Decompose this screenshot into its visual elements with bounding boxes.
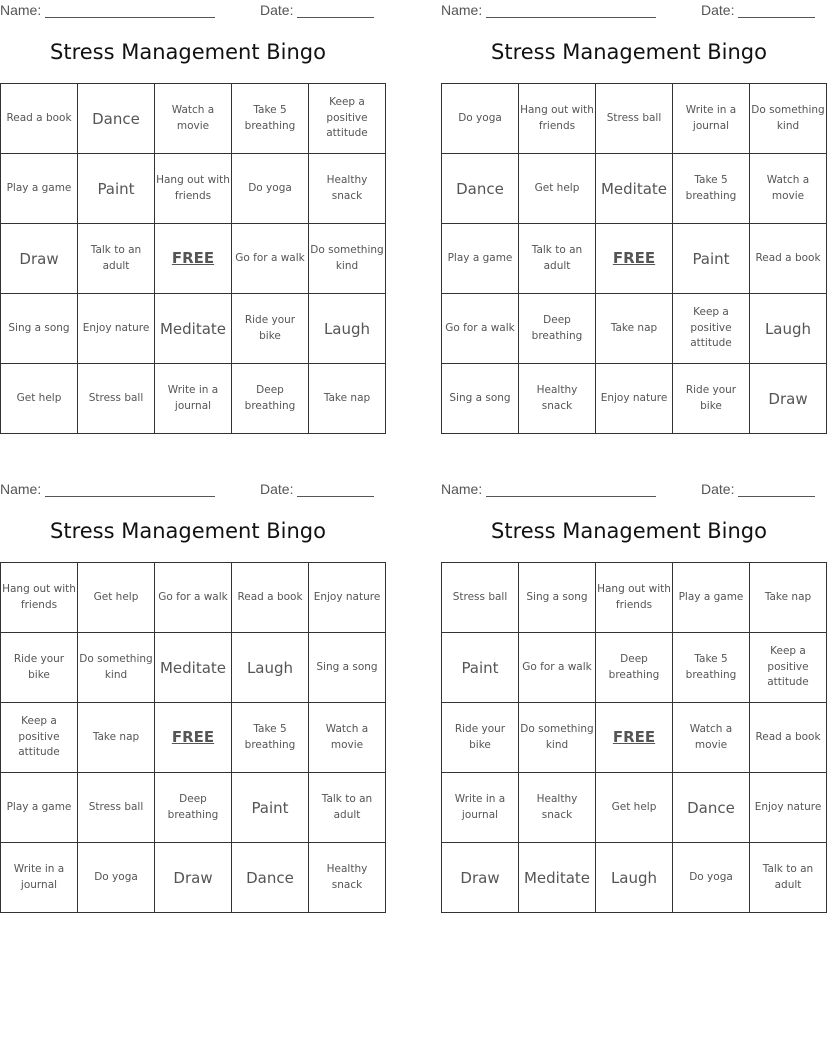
bingo-cell[interactable]: Sing a song [442, 364, 519, 434]
bingo-cell[interactable]: Watch a movie [673, 703, 750, 773]
grid-row [442, 773, 827, 843]
bingo-cell[interactable]: Talk to an adult [519, 224, 596, 294]
bingo-cell[interactable]: Take 5 breathing [232, 84, 309, 154]
bingo-cell[interactable]: Write in a journal [442, 773, 519, 843]
free-cell[interactable]: FREE [155, 703, 232, 773]
bingo-cell[interactable]: Take nap [596, 294, 673, 364]
date-blank[interactable] [738, 3, 815, 18]
bingo-cell[interactable]: Keep a positive attitude [673, 294, 750, 364]
grid-row [442, 224, 827, 294]
free-cell[interactable]: FREE [155, 224, 232, 294]
bingo-cell[interactable]: Laugh [309, 294, 386, 364]
bingo-grid [441, 83, 827, 434]
bingo-cell[interactable]: Healthy snack [309, 154, 386, 224]
bingo-cell[interactable]: Get help [78, 563, 155, 633]
bingo-cell[interactable]: Stress ball [78, 773, 155, 843]
bingo-cell[interactable]: Talk to an adult [78, 224, 155, 294]
bingo-cell[interactable]: Sing a song [519, 563, 596, 633]
bingo-cell[interactable]: Dance [442, 154, 519, 224]
bingo-cell[interactable]: Watch a movie [155, 84, 232, 154]
date-label: Date: [701, 2, 735, 18]
date-label: Date: [701, 481, 735, 497]
bingo-cell[interactable]: Do yoga [78, 843, 155, 913]
name-blank[interactable] [45, 482, 215, 497]
bingo-cell[interactable]: Play a game [673, 563, 750, 633]
bingo-cell[interactable]: Keep a positive attitude [1, 703, 78, 773]
bingo-card-1 [0, 0, 384, 440]
date-field[interactable] [701, 481, 815, 497]
bingo-cell[interactable]: Take nap [309, 364, 386, 434]
bingo-cell[interactable]: Get help [1, 364, 78, 434]
grid-row [1, 224, 386, 294]
bingo-cell[interactable]: Hang out with friends [519, 84, 596, 154]
bingo-cell[interactable]: Write in a journal [673, 84, 750, 154]
bingo-cell[interactable]: Paint [442, 633, 519, 703]
bingo-cell[interactable]: Stress ball [596, 84, 673, 154]
bingo-cell[interactable]: Dance [78, 84, 155, 154]
bingo-cell[interactable]: Take 5 breathing [673, 633, 750, 703]
name-blank[interactable] [486, 482, 656, 497]
grid-row [1, 773, 386, 843]
bingo-cell[interactable]: Get help [596, 773, 673, 843]
bingo-cell[interactable]: Do something kind [750, 84, 827, 154]
bingo-cell[interactable]: Stress ball [442, 563, 519, 633]
grid-row [1, 154, 386, 224]
bingo-cell[interactable]: Do something kind [309, 224, 386, 294]
grid-row [1, 563, 386, 633]
bingo-cell[interactable]: Deep breathing [155, 773, 232, 843]
name-field[interactable] [441, 481, 656, 497]
date-label: Date: [260, 2, 294, 18]
name-field[interactable] [0, 2, 215, 18]
bingo-cell[interactable]: Paint [78, 154, 155, 224]
bingo-cell[interactable]: Watch a movie [309, 703, 386, 773]
bingo-cell[interactable]: Keep a positive attitude [309, 84, 386, 154]
free-cell[interactable]: FREE [596, 703, 673, 773]
bingo-cell[interactable]: Ride your bike [1, 633, 78, 703]
bingo-cell[interactable]: Sing a song [309, 633, 386, 703]
bingo-cell[interactable]: Healthy snack [309, 843, 386, 913]
bingo-cell[interactable]: Take 5 breathing [673, 154, 750, 224]
grid-row [442, 364, 827, 434]
bingo-cell[interactable]: Hang out with friends [155, 154, 232, 224]
bingo-cell[interactable]: Read a book [750, 703, 827, 773]
free-cell[interactable]: FREE [596, 224, 673, 294]
bingo-cell[interactable]: Deep breathing [232, 364, 309, 434]
bingo-cell[interactable]: Meditate [155, 633, 232, 703]
bingo-cell[interactable]: Ride your bike [673, 364, 750, 434]
card-title: Stress Management Bingo [491, 40, 767, 64]
bingo-cell[interactable]: Ride your bike [442, 703, 519, 773]
name-blank[interactable] [45, 3, 215, 18]
bingo-cell[interactable]: Play a game [1, 154, 78, 224]
bingo-grid [441, 562, 827, 913]
bingo-cell[interactable]: Stress ball [78, 364, 155, 434]
bingo-cell[interactable]: Take nap [750, 563, 827, 633]
bingo-cell[interactable]: Take nap [78, 703, 155, 773]
grid-row [1, 633, 386, 703]
bingo-cell[interactable]: Read a book [750, 224, 827, 294]
bingo-cell[interactable]: Do something kind [78, 633, 155, 703]
bingo-cell[interactable]: Enjoy nature [596, 364, 673, 434]
bingo-cell[interactable]: Hang out with friends [1, 563, 78, 633]
grid-row [442, 563, 827, 633]
grid-row [1, 294, 386, 364]
bingo-cell[interactable]: Draw [1, 224, 78, 294]
bingo-cell[interactable]: Laugh [750, 294, 827, 364]
name-blank[interactable] [486, 3, 656, 18]
bingo-cell[interactable]: Dance [673, 773, 750, 843]
name-label: Name: [441, 481, 483, 497]
bingo-cell[interactable]: Keep a positive attitude [750, 633, 827, 703]
bingo-cell[interactable]: Go for a walk [519, 633, 596, 703]
grid-row [1, 364, 386, 434]
bingo-cell[interactable]: Do yoga [673, 843, 750, 913]
bingo-cell[interactable]: Draw [155, 843, 232, 913]
bingo-cell[interactable]: Write in a journal [1, 843, 78, 913]
date-blank[interactable] [297, 482, 374, 497]
bingo-cell[interactable]: Meditate [519, 843, 596, 913]
card-title: Stress Management Bingo [50, 519, 326, 543]
bingo-card-4 [441, 479, 822, 919]
bingo-cell[interactable]: Play a game [1, 773, 78, 843]
bingo-grid [0, 562, 386, 913]
date-blank[interactable] [738, 482, 815, 497]
bingo-cell[interactable]: Go for a walk [232, 224, 309, 294]
name-field[interactable] [0, 481, 215, 497]
bingo-cell[interactable]: Paint [673, 224, 750, 294]
name-label: Name: [441, 2, 483, 18]
bingo-cell[interactable]: Write in a journal [155, 364, 232, 434]
grid-row [1, 843, 386, 913]
bingo-cell[interactable]: Draw [750, 364, 827, 434]
bingo-cell[interactable]: Talk to an adult [750, 843, 827, 913]
bingo-cell[interactable]: Go for a walk [155, 563, 232, 633]
bingo-cell[interactable]: Enjoy nature [309, 563, 386, 633]
bingo-cell[interactable]: Dance [232, 843, 309, 913]
bingo-cell[interactable]: Get help [519, 154, 596, 224]
bingo-cell[interactable]: Deep breathing [596, 633, 673, 703]
name-field[interactable] [441, 2, 656, 18]
bingo-cell[interactable]: Laugh [596, 843, 673, 913]
grid-row [442, 154, 827, 224]
grid-row [442, 703, 827, 773]
bingo-grid [0, 83, 386, 434]
bingo-cell[interactable]: Do yoga [442, 84, 519, 154]
card-title: Stress Management Bingo [491, 519, 767, 543]
bingo-card-3 [0, 479, 381, 919]
bingo-cell[interactable]: Read a book [232, 563, 309, 633]
grid-row [1, 703, 386, 773]
bingo-cell[interactable]: Meditate [596, 154, 673, 224]
bingo-cell[interactable]: Go for a walk [442, 294, 519, 364]
bingo-cell[interactable]: Paint [232, 773, 309, 843]
bingo-cell[interactable]: Do yoga [232, 154, 309, 224]
bingo-cell[interactable]: Draw [442, 843, 519, 913]
bingo-cell[interactable]: Do something kind [519, 703, 596, 773]
date-field[interactable] [260, 481, 374, 497]
grid-row [442, 843, 827, 913]
name-label: Name: [0, 481, 42, 497]
grid-row [442, 84, 827, 154]
bingo-cell[interactable]: Hang out with friends [596, 563, 673, 633]
bingo-cell[interactable]: Meditate [155, 294, 232, 364]
bingo-cell[interactable]: Read a book [1, 84, 78, 154]
bingo-cell[interactable]: Healthy snack [519, 364, 596, 434]
card-title: Stress Management Bingo [50, 40, 326, 64]
bingo-cell[interactable]: Talk to an adult [309, 773, 386, 843]
bingo-cell[interactable]: Take 5 breathing [232, 703, 309, 773]
bingo-cell[interactable]: Laugh [232, 633, 309, 703]
date-blank[interactable] [297, 3, 374, 18]
bingo-cell[interactable]: Healthy snack [519, 773, 596, 843]
date-label: Date: [260, 481, 294, 497]
bingo-cell[interactable]: Ride your bike [232, 294, 309, 364]
bingo-cell[interactable]: Enjoy nature [78, 294, 155, 364]
bingo-cell[interactable]: Play a game [442, 224, 519, 294]
grid-row [442, 633, 827, 703]
bingo-cell[interactable]: Watch a movie [750, 154, 827, 224]
bingo-cell[interactable]: Sing a song [1, 294, 78, 364]
bingo-cell[interactable]: Deep breathing [519, 294, 596, 364]
name-label: Name: [0, 2, 42, 18]
date-field[interactable] [701, 2, 815, 18]
bingo-cell[interactable]: Enjoy nature [750, 773, 827, 843]
grid-row [442, 294, 827, 364]
bingo-card-2 [441, 0, 825, 440]
date-field[interactable] [260, 2, 374, 18]
grid-row [1, 84, 386, 154]
